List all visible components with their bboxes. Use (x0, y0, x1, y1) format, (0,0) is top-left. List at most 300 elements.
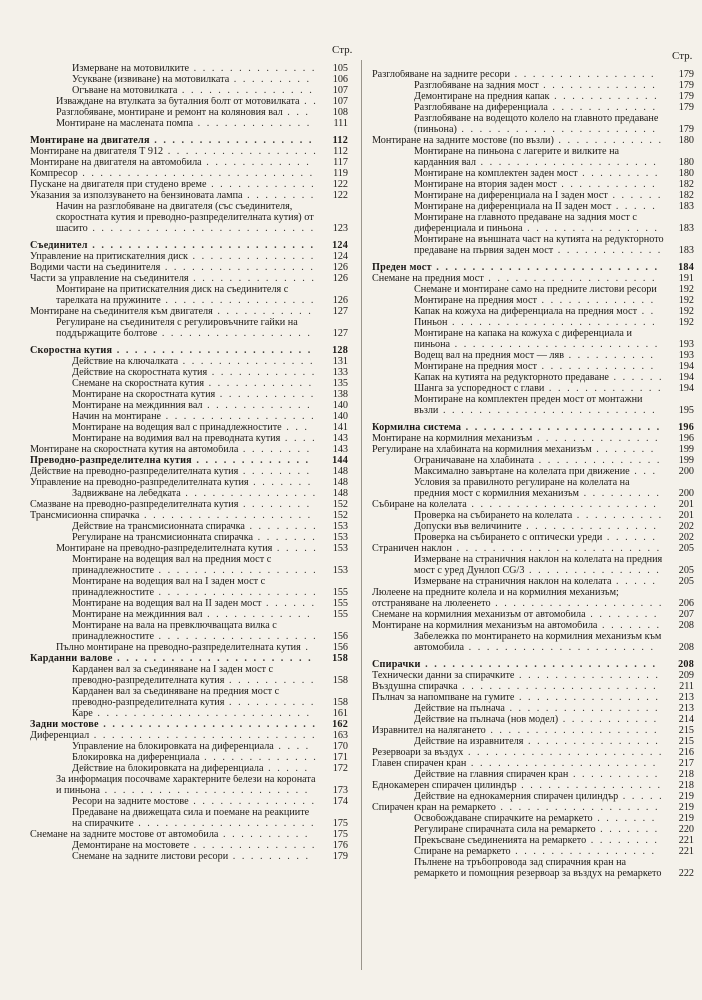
toc-entry-title: Демонтиране на мостовете . . . (72, 841, 348, 852)
toc-entry-title: Пускане на двигателя при студено време . . . (30, 180, 348, 191)
toc-entry (372, 737, 694, 748)
toc-entry (372, 70, 694, 81)
toc-entry-title: Главен спирачен кран . . . (372, 759, 694, 770)
toc-page-number: 138 (332, 389, 348, 401)
toc-entry (372, 395, 694, 417)
toc-page-number: 221 (678, 846, 694, 858)
toc-page-number: 201 (678, 499, 694, 511)
toc-entry (30, 555, 348, 577)
toc-page-number: 183 (678, 201, 694, 213)
toc-entry-title: Освобождаване спирачките на ремаркето . . . (414, 814, 694, 825)
toc-page-number: 219 (678, 813, 694, 825)
toc-entry (30, 643, 348, 654)
toc-entry (30, 797, 348, 808)
toc-entry (30, 830, 348, 841)
toc-entry (30, 86, 348, 97)
toc-entry-title: Разглобяване, монтиране и ремонт на коляновия вал . . . (56, 108, 348, 119)
toc-entry-title: Шанга за успоредност с глави . . . (414, 384, 694, 395)
toc-entry (30, 533, 348, 544)
toc-page-number: 127 (332, 328, 348, 340)
toc-page-number: 126 (332, 262, 348, 274)
toc-entry (372, 792, 694, 803)
toc-page-number: 218 (678, 780, 694, 792)
toc-entry (372, 329, 694, 351)
toc-entry (30, 621, 348, 643)
toc-entry-title: Снемане на задните мостове от автомобила . . . (30, 830, 348, 841)
toc-page-number: 209 (678, 670, 694, 682)
toc-page-number: 194 (678, 361, 694, 373)
toc-entry (30, 64, 348, 75)
toc-entry (30, 423, 348, 434)
toc-entry-title: Монтиране на кормилния механизъм на автомобила . . . (372, 621, 694, 632)
toc-page-number: 106 (332, 74, 348, 86)
toc-page-number: 131 (332, 356, 348, 368)
toc-entry (372, 180, 694, 191)
toc-entry-title: Монтиране на двигателя . . . (30, 136, 348, 147)
toc-page-number: 183 (678, 245, 694, 257)
toc-page-number: 183 (678, 223, 694, 235)
toc-section-heading (30, 136, 348, 147)
toc-page-number: 219 (678, 802, 694, 814)
toc-section-heading (372, 423, 694, 434)
toc-page-number: 199 (678, 444, 694, 456)
toc-page-number: 141 (332, 422, 348, 434)
toc-page-number: 179 (678, 102, 694, 114)
toc-entry (372, 351, 694, 362)
toc-entry (30, 108, 348, 119)
toc-entry-title: Преден мост . . . (372, 263, 694, 274)
toc-entry-title: Снемане на задните листови ресори . . . (72, 852, 348, 863)
toc-entry (30, 390, 348, 401)
toc-entry-title: Регулиране спирачната сила на ремаркето . . . (414, 825, 694, 836)
toc-entry-title: Пиньон . . . (414, 318, 694, 329)
toc-entry (372, 825, 694, 836)
toc-page-number: 107 (332, 96, 348, 108)
toc-entry-title: Допуски във величините . . . (414, 522, 694, 533)
toc-entry-title: Снемане и монтиране само на предните листови ресори . . . (414, 285, 694, 296)
toc-page-number: 194 (678, 372, 694, 384)
toc-entry (372, 434, 694, 445)
toc-entry-title: Управление на блокировката на диференциала . . . (72, 742, 348, 753)
toc-entry (372, 235, 694, 257)
toc-entry-title: Снемане на предния мост . . . (372, 274, 694, 285)
toc-page-number: 156 (332, 631, 348, 643)
toc-entry-title: Действие на блокировката на диференциала . . . (72, 764, 348, 775)
toc-page-number: 175 (332, 818, 348, 830)
toc-page-number: 176 (332, 840, 348, 852)
toc-entry-title: Монтиране на водимия вал на преводната кутия . . . (72, 434, 348, 445)
toc-entry-title: Изваждане на втулката за буталния болт от мотовилката . . . (56, 97, 348, 108)
toc-page-number: 171 (332, 752, 348, 764)
toc-page-number: 208 (678, 659, 694, 671)
toc-entry-title: Монтиране на преводно-разпределителната кутия . . . (56, 544, 348, 555)
toc-section-heading (30, 346, 348, 357)
toc-page-number: 213 (678, 703, 694, 715)
toc-entry (30, 841, 348, 852)
toc-entry-title: Регулиране на трансмисионната спирачка . . . (72, 533, 348, 544)
toc-section-heading (30, 241, 348, 252)
toc-page-number: 192 (678, 306, 694, 318)
toc-entry (30, 119, 348, 130)
toc-page-number: 158 (332, 653, 348, 665)
toc-entry-title: Спиране на ремаркето . . . (414, 847, 694, 858)
toc-entry-title: Начин на монтиране . . . (72, 412, 348, 423)
toc-page-number: 179 (678, 69, 694, 81)
toc-entry (30, 467, 348, 478)
toc-entry (30, 263, 348, 274)
toc-entry-title: Начин на разглобяване на двигателя (със съединителя, скоростната кутия и преводно-разпределителната кутия) от шасито . . . (56, 202, 348, 235)
toc-entry (372, 803, 694, 814)
toc-page-number: 140 (332, 400, 348, 412)
toc-entry (372, 781, 694, 792)
toc-section-heading (30, 456, 348, 467)
toc-page-number: 179 (678, 91, 694, 103)
toc-entry (30, 97, 348, 108)
toc-entry-title: Регулиране на съединителя с регулировъчните гайки на поддържащите болтове . . . (56, 318, 348, 340)
toc-entry-title: Въздушна спирачка . . . (372, 682, 694, 693)
toc-entry-title: Монтиране на вала на превключващата вилка с принадлежностите . . . (72, 621, 348, 643)
toc-entry-title: Задни мостове . . . (30, 720, 348, 731)
toc-entry-title: Пълнене на тръбопровода зад спирачния кран на ремаркето и помощния резервоар за въздух на ремаркето . . . (414, 858, 694, 880)
toc-entry (372, 296, 694, 307)
toc-page-number: 148 (332, 488, 348, 500)
toc-entry (372, 103, 694, 114)
toc-page-number: 158 (332, 697, 348, 709)
toc-page-number: 175 (332, 829, 348, 841)
toc-page-number: 205 (678, 565, 694, 577)
toc-entry (372, 759, 694, 770)
toc-entry-title: Капак на кожуха на диференциала на предния мост . . . (414, 307, 694, 318)
toc-entry-title: Компресор . . . (30, 169, 348, 180)
toc-page-number: 207 (678, 609, 694, 621)
toc-entry (30, 852, 348, 863)
toc-entry (30, 522, 348, 533)
toc-entry (30, 742, 348, 753)
toc-page-number: 202 (678, 532, 694, 544)
page-column-header-left: Стр. (332, 44, 353, 56)
toc-entry-title: Монтиране на съединителя към двигателя . . . (30, 307, 348, 318)
toc-page-number: 122 (332, 179, 348, 191)
toc-entry-title: Скоростна кутия . . . (30, 346, 348, 357)
toc-page-number: 144 (332, 455, 348, 467)
toc-entry (372, 588, 694, 610)
toc-entry (372, 858, 694, 880)
toc-page-number: 158 (332, 675, 348, 687)
toc-entry (372, 544, 694, 555)
toc-page-number: 107 (332, 85, 348, 97)
toc-entry-title: Управление на притискателния диск . . . (30, 252, 348, 263)
toc-entry (372, 621, 694, 632)
toc-entry (30, 665, 348, 687)
toc-page-number: 163 (332, 730, 348, 742)
toc-entry (372, 577, 694, 588)
toc-page-number: 182 (678, 179, 694, 191)
toc-page-number: 202 (678, 521, 694, 533)
toc-page-number: 182 (678, 190, 694, 202)
toc-entry (372, 748, 694, 759)
toc-page-number: 194 (678, 383, 694, 395)
toc-entry-title: Еднокамерен спирачен цилиндър . . . (372, 781, 694, 792)
toc-section-heading (372, 660, 694, 671)
toc-page-number: 179 (678, 80, 694, 92)
toc-page-number: 191 (678, 273, 694, 285)
toc-entry-title: Действие на пълнача (нов модел) . . . (414, 715, 694, 726)
toc-page-number: 184 (678, 262, 694, 274)
toc-page-number: 155 (332, 587, 348, 599)
toc-entry (372, 836, 694, 847)
toc-entry (30, 709, 348, 720)
toc-entry (372, 114, 694, 136)
toc-entry-title: Пълно монтиране на преводно-разпределителната кутия . . . (56, 643, 348, 654)
toc-entry (372, 533, 694, 544)
toc-page-number: 126 (332, 295, 348, 307)
toc-entry (372, 92, 694, 103)
toc-entry (30, 318, 348, 340)
toc-entry-title: Блокировка на диференциала . . . (72, 753, 348, 764)
toc-page-number: 153 (332, 521, 348, 533)
toc-entry (372, 318, 694, 329)
toc-page-number: 111 (333, 118, 348, 130)
toc-column-left (30, 64, 348, 996)
toc-entry (372, 610, 694, 621)
toc-page-number: 206 (678, 598, 694, 610)
toc-entry (372, 362, 694, 373)
toc-entry-title: Монтиране на водещия вал на предния мост с принадлежностите . . . (72, 555, 348, 577)
toc-page-number: 128 (332, 345, 348, 357)
toc-page-number: 153 (332, 543, 348, 555)
toc-entry-title: Монтиране на външната част на кутията на редукторното предаване на първия заден мост . . . (414, 235, 694, 257)
toc-page-number: 180 (678, 157, 694, 169)
toc-page-number: 217 (678, 758, 694, 770)
toc-entry (372, 522, 694, 533)
toc-page-number: 179 (678, 124, 694, 136)
toc-page-number: 179 (332, 851, 348, 863)
toc-page-number: 123 (332, 223, 348, 235)
toc-entry (372, 191, 694, 202)
toc-entry-title: Действие на преводно-разпределителната кутия . . . (30, 467, 348, 478)
toc-entry-title: Ресори на задните мостове . . . (72, 797, 348, 808)
toc-entry-title: Спирачки . . . (372, 660, 694, 671)
toc-entry-title: Монтиране на комплектен преден мост от монтажни възли . . . (414, 395, 694, 417)
toc-entry (372, 169, 694, 180)
toc-entry (372, 213, 694, 235)
toc-entry-title: Разглобяване на задния мост . . . (414, 81, 694, 92)
toc-entry (372, 81, 694, 92)
toc-entry-title: Действие на главния спирачен кран . . . (414, 770, 694, 781)
toc-page-number: 112 (333, 146, 348, 158)
toc-entry-title: Прекъсване съединенията на ремаркето . . . (414, 836, 694, 847)
toc-entry (372, 285, 694, 296)
toc-entry-title: Разглобяване на диференциала . . . (414, 103, 694, 114)
toc-page-number: 155 (332, 609, 348, 621)
toc-entry (30, 489, 348, 500)
toc-entry-title: Действие на трансмисионната спирачка . . . (72, 522, 348, 533)
toc-entry-title: Монтиране на скоростната кутия . . . (72, 390, 348, 401)
toc-entry (30, 307, 348, 318)
toc-entry (30, 169, 348, 180)
toc-entry-title: Монтиране на предния мост . . . (414, 362, 694, 373)
toc-entry-title: Технически данни за спирачките . . . (372, 671, 694, 682)
toc-page-number: 127 (332, 306, 348, 318)
toc-page-number: 213 (678, 692, 694, 704)
toc-entry-title: Проверка на събирането с оптически уреди . . . (414, 533, 694, 544)
toc-entry (30, 274, 348, 285)
toc-page-number: 122 (332, 190, 348, 202)
toc-page-number: 156 (332, 642, 348, 654)
page-column-header-right: Стр. (672, 50, 693, 62)
toc-entry (30, 500, 348, 511)
toc-entry-title: Монтиране на скоростната кутия на автомобила . . . (30, 445, 348, 456)
toc-page-number: 173 (332, 785, 348, 797)
toc-entry-title: Действие на ключалката . . . (72, 357, 348, 368)
toc-entry (372, 445, 694, 456)
toc-page-number: 112 (332, 135, 348, 147)
toc-page-number: 218 (678, 769, 694, 781)
toc-page-number: 133 (332, 367, 348, 379)
toc-page-number: 148 (332, 477, 348, 489)
toc-entry-title: Кормилна система . . . (372, 423, 694, 434)
toc-entry-title: Монтиране на диференциала на II заден мост . . . (414, 202, 694, 213)
toc-entry (372, 671, 694, 682)
toc-entry (30, 180, 348, 191)
toc-page-number: 153 (332, 532, 348, 544)
toc-entry (30, 577, 348, 599)
toc-entry (372, 478, 694, 500)
toc-entry-title: Диференциал . . . (30, 731, 348, 742)
toc-entry (372, 814, 694, 825)
toc-entry-title: Монтиране на водещия вал на II заден мост . . . (72, 599, 348, 610)
toc-entry-title: Указания за използуването на бензиновата лампа . . . (30, 191, 348, 202)
toc-page-number: 155 (332, 598, 348, 610)
toc-entry-title: Забележка по монтирането на кормилния механизъм към автомобила . . . (414, 632, 694, 654)
toc-entry (30, 202, 348, 235)
toc-entry-title: Монтиране на кормилния механизъм . . . (372, 434, 694, 445)
toc-entry-title: Измерване на страничния наклон на колелата . . . (414, 577, 694, 588)
toc-entry-title: Части за управление на съединителя . . . (30, 274, 348, 285)
toc-page-number: 180 (678, 168, 694, 180)
toc-entry-title: Регулиране на хлабината на кормилния механизъм . . . (372, 445, 694, 456)
toc-page-number: 192 (678, 317, 694, 329)
toc-page-number: 195 (678, 405, 694, 417)
toc-page-number: 162 (332, 719, 348, 731)
toc-section-heading (30, 654, 348, 665)
toc-entry (30, 357, 348, 368)
toc-page-number: 161 (332, 708, 348, 720)
toc-entry (30, 379, 348, 390)
toc-page-number: 124 (332, 240, 348, 252)
toc-page-number: 170 (332, 741, 348, 753)
toc-entry (30, 764, 348, 775)
toc-page-number: 215 (678, 736, 694, 748)
toc-entry (30, 445, 348, 456)
toc-entry (30, 753, 348, 764)
toc-entry-title: Разглобяване на задните ресори . . . (372, 70, 694, 81)
toc-entry-title: Съединител . . . (30, 241, 348, 252)
toc-entry-title: Спирачен кран на ремаркето . . . (372, 803, 694, 814)
toc-entry-title: Трансмисионна спирачка . . . (30, 511, 348, 522)
toc-entry (30, 75, 348, 86)
toc-entry-title: Карданни валове . . . (30, 654, 348, 665)
toc-page-number: 222 (678, 868, 694, 880)
toc-entry-title: Снемане на кормилния механизъм от автомобила . . . (372, 610, 694, 621)
toc-entry (372, 704, 694, 715)
toc-page-number: 192 (678, 284, 694, 296)
toc-entry-title: Огъване на мотовилката . . . (72, 86, 348, 97)
toc-entry (372, 682, 694, 693)
column-gutter (361, 60, 362, 970)
toc-entry (372, 726, 694, 737)
toc-page-number: 119 (333, 168, 348, 180)
toc-page-number: 174 (332, 796, 348, 808)
toc-entry (30, 368, 348, 379)
toc-entry-title: Монтиране на маслената помпа . . . (56, 119, 348, 130)
toc-page-number: 143 (332, 444, 348, 456)
toc-entry (30, 775, 348, 797)
toc-entry-title: Измерване на мотовилките . . . (72, 64, 348, 75)
toc-entry-title: За информация посочваме характерните белези на короната и пиньона . . . (56, 775, 348, 797)
toc-entry-title: Задвижване на лебедката . . . (72, 489, 348, 500)
toc-entry-title: Демонтиране на предния капак . . . (414, 92, 694, 103)
toc-entry (30, 511, 348, 522)
toc-page-number: 108 (332, 107, 348, 119)
toc-entry-title: Монтиране на задните мостове (по възли) . . . (372, 136, 694, 147)
toc-entry-title: Снемане на скоростната кутия . . . (72, 379, 348, 390)
toc-page-number: 192 (678, 295, 694, 307)
toc-entry (372, 373, 694, 384)
toc-entry (372, 456, 694, 467)
toc-entry (372, 715, 694, 726)
toc-entry-title: Преводно-разпределителна кутия . . . (30, 456, 348, 467)
toc-entry-title: Действие на еднокамерния спирачен цилиндър . . . (414, 792, 694, 803)
toc-entry (30, 147, 348, 158)
toc-entry-title: Монтиране на диференциала на I заден мост . . . (414, 191, 694, 202)
toc-page-number: 140 (332, 411, 348, 423)
toc-entry (30, 412, 348, 423)
toc-entry-title: Действие на скоростната кутия . . . (72, 368, 348, 379)
toc-entry (30, 808, 348, 830)
toc-page-number: 216 (678, 747, 694, 759)
toc-entry-title: Монтиране на междинния вал . . . (72, 401, 348, 412)
toc-page-number: 152 (332, 499, 348, 511)
toc-page-number: 124 (332, 251, 348, 263)
toc-entry (372, 632, 694, 654)
toc-entry (30, 158, 348, 169)
toc-page-number: 214 (678, 714, 694, 726)
toc-page-number: 215 (678, 725, 694, 737)
toc-entry-title: Разглобяване на водещото колело на главното предаване (пиньона) . . . (414, 114, 694, 136)
toc-entry-title: Карданен вал за съединяване на предния мост с преводно-разпределителната кутия . . . (72, 687, 348, 709)
toc-entry-title: Максимално завъртане на колелата при движение . . . (414, 467, 694, 478)
toc-page-number: 148 (332, 466, 348, 478)
toc-entry-title: Смазване на преводно-разпределителната кутия . . . (30, 500, 348, 511)
toc-entry-title: Действие на изравнителя . . . (414, 737, 694, 748)
toc-column-right (372, 70, 694, 996)
toc-page-number: 193 (678, 350, 694, 362)
toc-entry-title: Събиране на колелата . . . (372, 500, 694, 511)
toc-page-number: 152 (332, 510, 348, 522)
toc-entry-title: Монтиране на двигателя Т 912 . . . (30, 147, 348, 158)
toc-entry-title: Монтиране на главното предаване на задния мост с диференциала и пиньона . . . (414, 213, 694, 235)
toc-entry-title: Монтиране на предния мост . . . (414, 296, 694, 307)
toc-entry (30, 610, 348, 621)
toc-page-number: 105 (332, 63, 348, 75)
toc-entry-title: Водими части на съединителя . . . (30, 263, 348, 274)
toc-entry-title: Монтиране на водещия вал с принадлежностите . . . (72, 423, 348, 434)
toc-entry (30, 599, 348, 610)
toc-entry (372, 511, 694, 522)
toc-page-number: 205 (678, 576, 694, 588)
toc-page-number: 172 (332, 763, 348, 775)
